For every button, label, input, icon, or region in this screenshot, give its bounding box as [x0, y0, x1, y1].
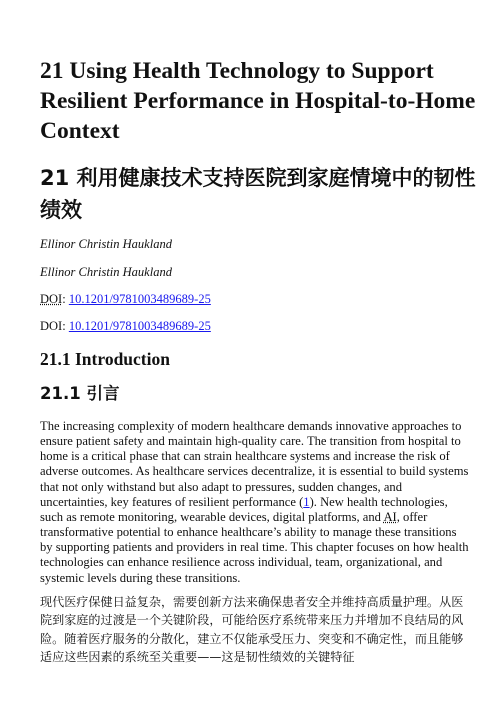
doi-link[interactable]: 10.1201/9781003489689-25 [68, 292, 211, 306]
author-name: Ellinor Christin Haukland [40, 237, 172, 251]
reference-link[interactable]: 1 [303, 494, 310, 509]
doi-abbreviation: DOI [40, 292, 63, 306]
chapter-title-en: 21 Using Health Technology to Support Resilient Performance in Hospital-to-Home Context [40, 58, 476, 144]
chapter-title-zh: 21 利用健康技术支持医院到家庭情境中的韧性绩效 [40, 166, 476, 222]
paragraph-text: The increasing complexity of modern healthcare demands innovative approaches to ensure patient safety and maintain high-quality care. The transition from hospital to home is a critical phase that can strain healthcare systems and increase the risk of adverse outcomes. As healthcare services decentralize, it is essential to build systems that not only withstand but also adapt to pressures, sudden changes, and uncertainties, key features of resilient performance ( [40, 419, 469, 509]
doi-separator: : [62, 292, 69, 306]
doi-link-translated[interactable]: 10.1201/9781003489689-25 [68, 319, 211, 333]
introduction-paragraph-zh: 现代医疗保健日益复杂，需要创新方法来确保患者安全并维持高质量护理。从医院到家庭的过渡是一个关键阶段，可能给医疗系统带来压力并增加不良结局的风险。随着医疗服务的分散化，建立不仅能承受压力、突变和不确定性，而且能够适应这些因素的系统至关重要——这是韧性绩效的关键特征 [40, 595, 464, 664]
doi-line [40, 291, 211, 307]
ai-abbreviation: AI [383, 509, 397, 524]
paragraph-text: , offer transformative potential to enhance healthcare’s ability to manage these transitions by supporting patients and providers in real time. This chapter focuses on how health technologies can enhance resilience across individual, team, organizational, and systemic levels during these transitions. [40, 509, 469, 585]
author-name-translated: Ellinor Christin Haukland [40, 265, 172, 279]
paragraph-text: ). New health technologies, such as remote monitoring, wearable devices, digital platforms, and [40, 494, 448, 524]
doi-label: DOI: [40, 319, 69, 333]
introduction-paragraph-en [40, 419, 472, 586]
section-heading-zh: 21.1 引言 [40, 384, 120, 403]
doi-line-translated [40, 318, 211, 334]
section-heading-en: 21.1 Introduction [40, 349, 170, 369]
